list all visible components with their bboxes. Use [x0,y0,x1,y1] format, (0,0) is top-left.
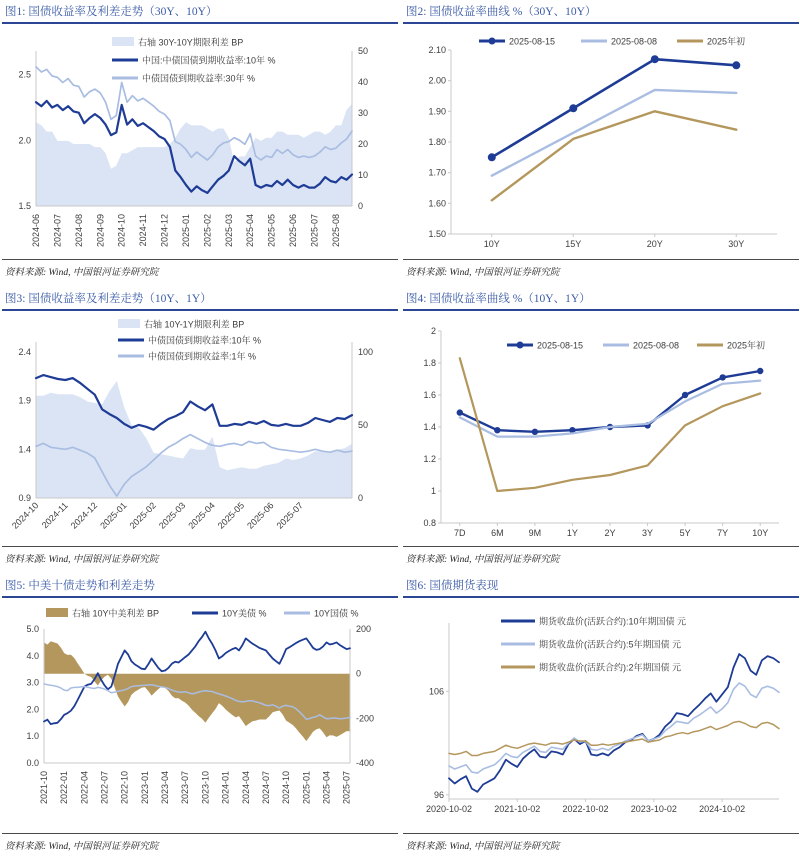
svg-text:0: 0 [358,201,364,211]
svg-text:30Y: 30Y [728,239,745,249]
svg-text:7D: 7D [454,528,466,538]
figure-5-chart [2,599,394,831]
svg-text:10Y美债 %: 10Y美债 % [222,608,267,619]
svg-text:2025-06: 2025-06 [288,214,299,248]
svg-text:2025-08-08: 2025-08-08 [611,36,658,47]
svg-text:2024-10: 2024-10 [281,771,292,805]
svg-text:2025-08: 2025-08 [330,214,341,248]
svg-text:1.4: 1.4 [423,422,436,432]
svg-text:2025-01: 2025-01 [98,500,129,531]
svg-text:2024-12: 2024-12 [159,214,170,248]
svg-text:4.0: 4.0 [26,650,39,661]
svg-text:2025-04: 2025-04 [245,214,256,248]
svg-text:2024-10: 2024-10 [9,500,41,531]
svg-text:2024-11: 2024-11 [39,500,70,531]
svg-text:20: 20 [358,139,369,149]
svg-text:0: 0 [356,668,362,679]
svg-text:5.0: 5.0 [26,624,39,634]
svg-text:3Y: 3Y [642,528,654,538]
svg-text:右轴 10Y中美利差 BP: 右轴 10Y中美利差 BP [72,608,160,619]
svg-text:中债国债到期收益率:30年 %: 中债国债到期收益率:30年 % [142,73,256,84]
figure-2-chart [403,25,795,257]
svg-text:10Y国债 %: 10Y国债 % [314,608,359,619]
svg-text:3.0: 3.0 [26,677,39,688]
svg-text:15Y: 15Y [565,239,582,249]
figure-3-title: 图3: 国债收益率及利差走势（10Y、1Y） [2,287,398,311]
svg-text:96: 96 [433,789,444,800]
svg-text:-400: -400 [356,758,375,768]
svg-text:2023-04: 2023-04 [160,771,171,805]
figure-1-chart [2,25,394,257]
svg-text:2.0: 2.0 [18,135,31,146]
svg-text:2024-12: 2024-12 [68,500,100,531]
figure-6-chart [403,599,795,831]
svg-text:2022-01: 2022-01 [59,771,70,805]
svg-text:2025-08-15: 2025-08-15 [509,36,556,47]
svg-text:右轴 30Y-10Y期限利差 BP: 右轴 30Y-10Y期限利差 BP [138,37,244,48]
svg-text:2023-10-02: 2023-10-02 [630,804,677,814]
svg-text:0: 0 [358,493,364,503]
svg-text:2025-03: 2025-03 [156,500,188,531]
svg-text:0.8: 0.8 [423,518,436,528]
svg-text:200: 200 [356,624,372,634]
svg-text:50: 50 [358,419,369,430]
svg-text:2023-07: 2023-07 [180,771,191,805]
svg-text:2.0: 2.0 [26,704,39,715]
figure-2-source: 资料来源: Wind, 中国银河证券研究院 [403,259,799,278]
svg-text:中债国债到期收益率:10年 %: 中债国债到期收益率:10年 % [148,335,262,346]
svg-text:2025年初: 2025年初 [707,36,746,47]
svg-text:2025-06: 2025-06 [245,500,276,531]
svg-text:1.2: 1.2 [423,454,436,464]
svg-text:2025-02: 2025-02 [202,214,213,248]
svg-text:1Y: 1Y [566,528,578,538]
figure-3-cell [2,287,398,574]
svg-text:2025-08-08: 2025-08-08 [633,340,680,351]
svg-text:100: 100 [358,346,374,357]
figure-1-cell [2,0,398,287]
svg-text:中国:中债国债到期收益率:10年 %: 中国:中债国债到期收益率:10年 % [142,55,276,66]
svg-text:2025-07: 2025-07 [341,771,352,805]
svg-text:2023-10: 2023-10 [200,771,211,805]
svg-text:2025-05: 2025-05 [266,214,277,248]
svg-text:2022-07: 2022-07 [99,771,110,805]
svg-text:2022-04: 2022-04 [79,771,90,805]
svg-text:1.0: 1.0 [26,731,39,742]
svg-text:2024-07: 2024-07 [52,214,63,248]
svg-text:2Y: 2Y [604,528,616,538]
figure-4-cell [403,287,799,574]
svg-text:1: 1 [430,486,436,496]
figure-6-title: 图6: 国债期货表现 [403,574,799,598]
svg-text:50: 50 [358,46,369,56]
svg-text:2025-02: 2025-02 [127,500,158,531]
svg-text:2024-08: 2024-08 [73,214,84,248]
svg-text:2022-10-02: 2022-10-02 [562,804,609,814]
svg-text:106: 106 [428,686,444,697]
svg-text:2.00: 2.00 [428,75,446,86]
figure-3-source: 资料来源: Wind, 中国银河证券研究院 [2,546,398,565]
figure-2-cell [403,0,799,287]
svg-text:2024-06: 2024-06 [31,214,41,248]
figure-6-cell [403,574,799,861]
svg-text:2024-11: 2024-11 [138,214,149,247]
figure-4-title: 图4: 国债收益率曲线 %（10Y、1Y） [403,287,799,311]
svg-text:2024-10: 2024-10 [116,214,127,248]
svg-text:1.8: 1.8 [423,358,436,368]
svg-text:2021-10-02: 2021-10-02 [494,804,541,814]
svg-text:1.4: 1.4 [18,444,31,455]
svg-text:中债国债到期收益率:1年 %: 中债国债到期收益率:1年 % [148,351,257,362]
svg-text:2025-07: 2025-07 [274,500,305,531]
svg-text:2025-05: 2025-05 [215,500,247,531]
figure-5-cell [2,574,398,861]
figure-5-source: 资料来源: Wind, 中国银河证券研究院 [2,833,398,852]
svg-text:2025-03: 2025-03 [223,213,234,248]
svg-text:2.4: 2.4 [18,346,31,357]
svg-text:9M: 9M [528,528,542,538]
figure-5-title: 图5: 中美十债走势和利差走势 [2,574,398,598]
svg-text:10Y: 10Y [483,239,500,249]
svg-text:期货收盘价(活跃合约):5年期国债 元: 期货收盘价(活跃合约):5年期国债 元 [539,639,682,650]
svg-text:1.90: 1.90 [428,106,446,117]
svg-text:2020-10-02: 2020-10-02 [425,804,473,814]
svg-text:7Y: 7Y [717,528,729,538]
svg-text:2024-09: 2024-09 [95,214,106,248]
svg-text:40: 40 [358,77,369,87]
svg-text:2021-10: 2021-10 [39,771,49,805]
svg-text:2025年初: 2025年初 [727,340,766,351]
svg-text:6M: 6M [491,528,504,538]
svg-text:10Y: 10Y [752,528,769,538]
svg-text:2: 2 [430,326,436,336]
svg-text:30: 30 [358,108,369,118]
svg-text:1.70: 1.70 [428,167,446,178]
svg-text:1.5: 1.5 [18,201,31,211]
svg-text:期货收盘价(活跃合约):10年期国债 元: 期货收盘价(活跃合约):10年期国债 元 [539,616,687,627]
svg-text:10: 10 [358,170,369,180]
svg-text:2024-07: 2024-07 [260,771,271,805]
svg-text:2025-04: 2025-04 [321,771,332,805]
svg-text:5Y: 5Y [679,528,691,538]
figure-4-source: 资料来源: Wind, 中国银河证券研究院 [403,546,799,565]
svg-text:20Y: 20Y [646,239,663,249]
svg-text:期货收盘价(活跃合约):2年期国债 元: 期货收盘价(活跃合约):2年期国债 元 [539,662,682,673]
svg-text:2022-10: 2022-10 [119,771,130,805]
svg-text:1.80: 1.80 [428,137,446,147]
figure-6-source: 资料来源: Wind, 中国银河证券研究院 [403,833,799,852]
svg-text:2025-04: 2025-04 [186,500,217,531]
svg-text:2.5: 2.5 [18,69,31,80]
svg-text:2024-01: 2024-01 [220,771,231,805]
figure-2-title: 图2: 国债收益率曲线 %（30Y、10Y） [403,0,799,24]
svg-text:1.6: 1.6 [423,390,436,400]
svg-text:2025-01: 2025-01 [180,214,191,248]
svg-text:1.60: 1.60 [428,198,446,209]
svg-text:2025-01: 2025-01 [301,771,312,805]
svg-text:1.9: 1.9 [18,395,31,406]
svg-text:2025-07: 2025-07 [309,214,320,248]
svg-text:2.10: 2.10 [428,45,446,55]
figure-1-title: 图1: 国债收益率及利差走势（30Y、10Y） [2,0,398,24]
svg-text:-200: -200 [356,713,375,724]
svg-text:2023-01: 2023-01 [139,771,150,805]
figure-4-chart [403,312,795,544]
svg-text:1.50: 1.50 [428,229,446,239]
svg-text:右轴 10Y-1Y期限利差 BP: 右轴 10Y-1Y期限利差 BP [144,319,245,330]
svg-text:2024-04: 2024-04 [240,771,251,805]
svg-text:2024-10-02: 2024-10-02 [699,804,746,814]
figure-1-source: 资料来源: Wind, 中国银河证券研究院 [2,259,398,278]
svg-text:0.9: 0.9 [18,493,31,503]
svg-text:2025-08-15: 2025-08-15 [537,340,584,351]
svg-text:0.0: 0.0 [26,758,39,768]
figure-3-chart [2,312,394,544]
